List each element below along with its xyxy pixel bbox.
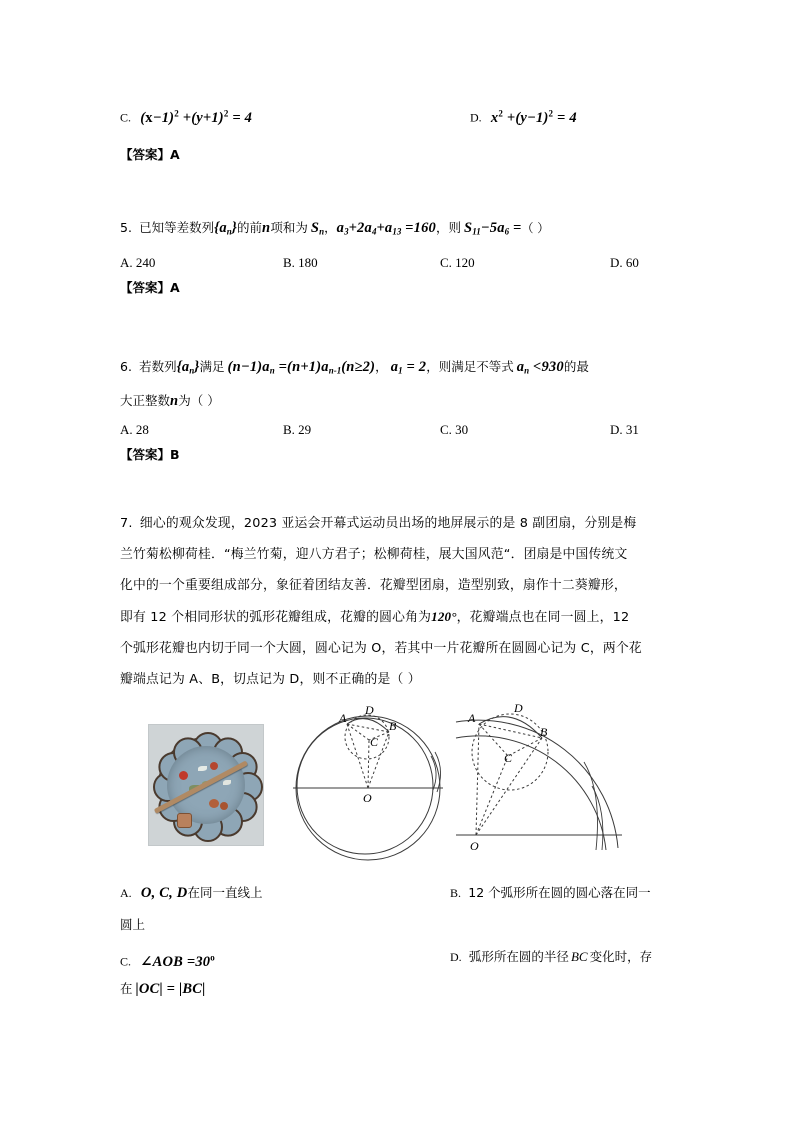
q5-number: 5. (120, 220, 132, 235)
q5-answer-brackets: （ ） (521, 221, 550, 235)
q7-option-b (450, 878, 651, 908)
q4-option-d-label: D. (470, 110, 482, 125)
q7-body-line-3: 化中的一个重要组成部分，象征着团结友善．花瓣型团扇，造型别致，扇作十二葵瓣形， (120, 578, 627, 593)
label-a-d2: A (468, 711, 476, 725)
line-oc-zoom (476, 756, 508, 835)
q6-stem-part1: 若数列 (139, 359, 177, 374)
q6-answer-prefix: 【答案】 (120, 447, 171, 462)
label-o-d2: O (470, 839, 479, 853)
q7-body-line-5: 个弧形花瓣也内切于同一个大圆，圆心记为 O，若其中一片花瓣所在圆圆心记为 C，两个花 (120, 641, 642, 656)
q5-sequence: $\{a_n\}$ (214, 220, 238, 237)
label-b-d1: B (389, 719, 397, 733)
q6-option-c: C. 30 (440, 422, 469, 437)
q5-comma2: ，则 (435, 220, 461, 235)
q7-option-c-text-prefix: 在 (120, 981, 133, 996)
q7-stem (120, 508, 686, 695)
round-fan-photo (148, 724, 264, 846)
q7-option-d-label: D. (450, 950, 462, 964)
q5-stem-part3: 项和为 (270, 220, 308, 235)
q5-equation: $a_3+2a_4+a_{13} =160$ (336, 220, 436, 237)
q7-option-d-text-2: 变化时，存 (589, 949, 653, 964)
q5-sn: $S_n$ (310, 220, 325, 237)
q5-stem-part2: 的前 (237, 220, 263, 235)
q6-stem-part3: 的最 (563, 359, 589, 374)
q6-stem-line2-b: 为（ ） (178, 392, 220, 408)
fan-handle-knob (177, 813, 192, 828)
q5-option-b: B. 180 (283, 255, 318, 270)
q6-comma2: ，则满足不等式 (426, 359, 514, 374)
label-d-d2: D (514, 701, 523, 715)
q7-option-a-text: 在同一直线上 (187, 885, 263, 900)
q7-central-angle: 120° (431, 609, 457, 624)
q7-option-a-math: O, C, D (140, 885, 188, 901)
q6-stem-part2: 满足 (199, 359, 225, 374)
q5-option-a: A. 240 (120, 255, 156, 270)
q7-option-c-math: ∠AOB $=30^o$ (140, 952, 215, 970)
q5-options (120, 248, 686, 278)
q6-number: 6. (120, 359, 132, 374)
q7-option-d (450, 942, 652, 972)
q7-option-b-text: 12 个弧形所在圆的圆心落在同一 (468, 885, 651, 900)
q6-option-d: D. 31 (610, 422, 639, 437)
line-oa (347, 724, 368, 788)
petal-arc-zoom (479, 717, 542, 738)
q7-option-d-text-1: 弧形所在圆的半径 (468, 949, 569, 964)
label-c-d2: C (504, 751, 513, 765)
q5-stem (120, 213, 686, 247)
q7-figure-row (120, 700, 686, 870)
endpoint-circle (297, 718, 433, 854)
q4-option-d (470, 98, 577, 133)
q5-comma1: ， (324, 220, 337, 235)
q7-option-d-bc: BC (570, 949, 588, 964)
q5-expression: $S_{11}-5a_6$ = (464, 220, 522, 237)
q5-option-c: C. 120 (440, 255, 475, 270)
q7-body-line-2: 兰竹菊松柳荷桂．“梅兰竹菊，迎八方君子；松柳荷桂，展大国风范“．团扇是中国传统文 (120, 547, 628, 562)
q6-options (120, 415, 686, 445)
q6-initial-term: $a_1 = 2$ (390, 359, 427, 376)
q4-option-c (120, 98, 252, 133)
q6-recurrence: $(n-1)a_n =(n+1)a_{n-1}(n\ge 2)$ (227, 359, 376, 376)
q7-body-line-6: 瓣端点记为 A、B，切点记为 D，则不正确的是（ ） (120, 672, 421, 687)
q4-option-c-label: C. (120, 110, 132, 125)
q4-answer-line (120, 145, 686, 164)
label-a-d1: A (339, 711, 347, 725)
q6-option-a: A. 28 (120, 422, 149, 437)
q6-answer-line (120, 445, 686, 464)
q7-line-1 (120, 508, 686, 539)
q7-option-b-label: B. (450, 886, 462, 900)
line-oa-zoom (476, 724, 479, 835)
q7-options (120, 878, 686, 1006)
q4-option-d-math: $x^2 +(y-1)^2 = 4$ (490, 108, 577, 126)
q7-number: 7. (120, 516, 133, 531)
q7-option-c (120, 942, 215, 977)
q7-option-a (120, 878, 262, 908)
q6-n-symbol: n (170, 392, 179, 409)
outer-arc-zoom (456, 720, 618, 848)
q7-line4-a: 即有 12 个相同形状的弧形花瓣组成，花瓣的圆心角为 (120, 610, 432, 625)
label-o-d1: O (363, 791, 372, 805)
q5-stem-part1: 已知等差数列 (139, 220, 215, 235)
q5-answer-value: A (170, 280, 180, 295)
q6-stem (120, 352, 686, 416)
label-c-d1: C (370, 735, 379, 749)
q7-option-a-wrap: 圆上 (120, 917, 146, 932)
petal-geometry-diagram-full (285, 700, 455, 870)
q6-sequence: $\{a_n\}$ (176, 359, 200, 376)
q5-option-d: D. 60 (610, 255, 639, 270)
petal-geometry-diagram-zoom (450, 700, 640, 870)
q5-answer-prefix: 【答案】 (120, 280, 171, 295)
q7-option-c-label: C. (120, 954, 132, 969)
q6-comma1: ， (375, 359, 388, 374)
q7-option-c-math2: |OC| = |BC| (135, 981, 206, 997)
q5-index-n: n (262, 220, 271, 236)
q7-option-c-wrap (120, 974, 206, 1004)
label-d-d1: D (365, 703, 374, 717)
q7-option-a-label: A. (120, 886, 132, 900)
q6-answer-value: B (170, 447, 180, 462)
q5-answer-line (120, 278, 686, 297)
label-b-d2: B (540, 725, 548, 739)
q7-line-4 (120, 601, 686, 633)
q7-body-line-1: 细心的观众发现，2023 亚运会开幕式运动员出场的地屏展示的是 8 副团扇，分别是梅 (139, 516, 637, 531)
q4-answer-value: A (170, 147, 180, 162)
q4-options-row (120, 98, 686, 126)
q4-option-c-math: $(x-1)^2 +(y+1)^2 = 4$ (140, 108, 253, 126)
line-oc (368, 740, 369, 788)
q7-line4-b: ，花瓣端点也在同一圆上，12 (456, 610, 630, 625)
q6-option-b: B. 29 (283, 422, 312, 437)
q4-answer-prefix: 【答案】 (120, 147, 171, 162)
q6-inequality: $a_n <930$ (516, 359, 564, 376)
q6-stem-line2-a: 大正整数 (120, 392, 171, 408)
